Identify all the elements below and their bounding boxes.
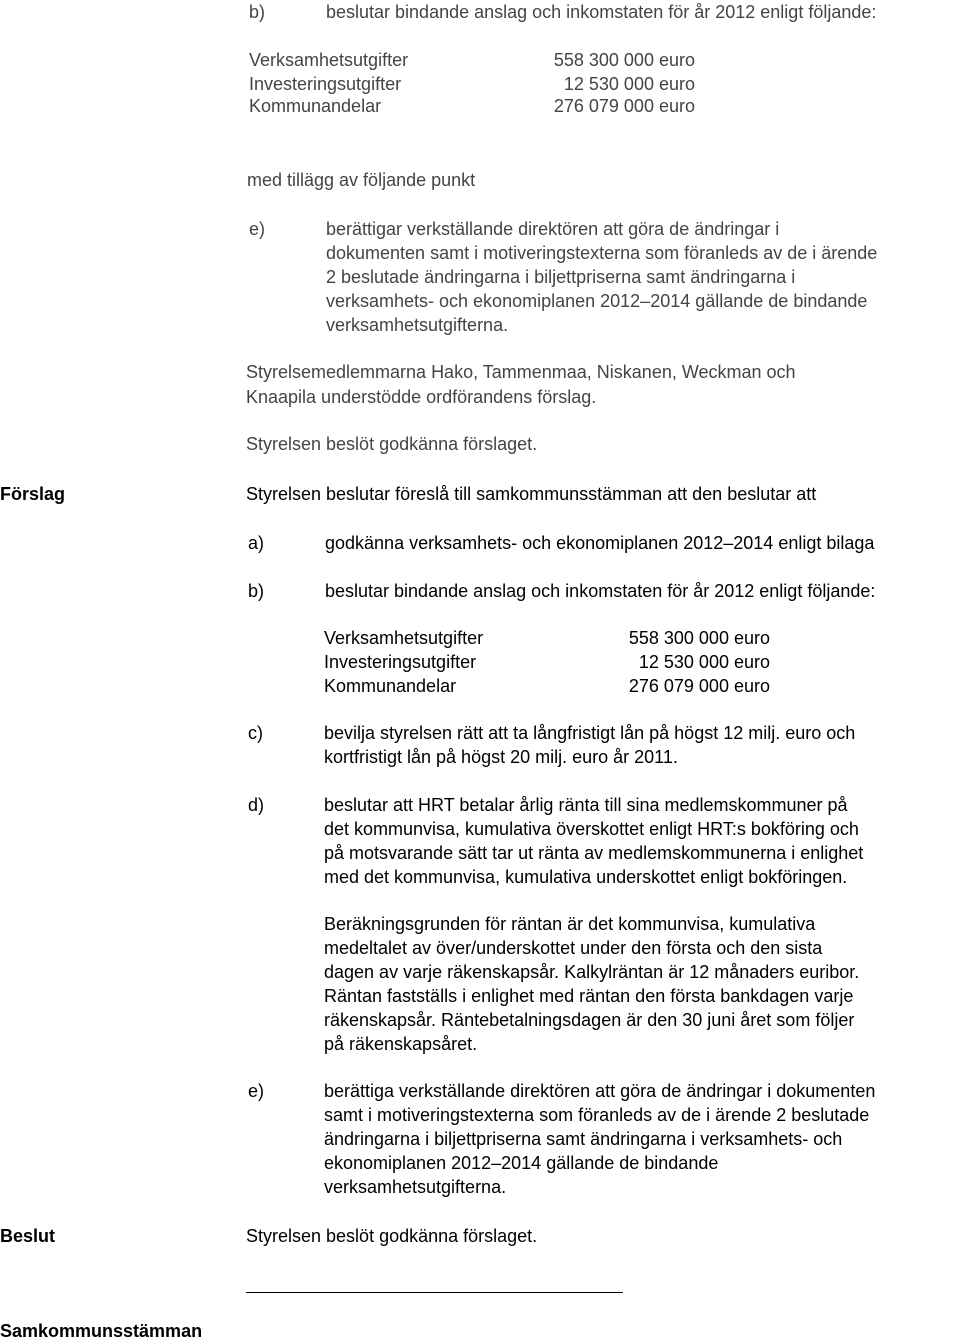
budget-label: Investeringsutgifter: [324, 652, 477, 672]
item-letter-b: b): [249, 2, 266, 22]
item-text-b: beslutar bindande anslag och inkomstaten för år 2012 enligt följande:: [326, 2, 877, 22]
budget-amount: 276 079 000 euro: [553, 96, 695, 116]
text-line: Räntan fastställs i enlighet med räntan den första bankdagen varje: [324, 986, 854, 1006]
text-line: det kommunvisa, kumulativa överskottet enligt HRT:s bokföring och: [324, 819, 859, 839]
text-line: verksamhets- och ekonomiplanen 2012–2014 gällande de bindande: [326, 291, 868, 311]
proposal-intro: Styrelsen beslutar föreslå till samkommunsstämman att den beslutar att: [246, 484, 817, 504]
text-line: på motsvarande sätt tar ut ränta av medlemskommunerna i enlighet: [324, 843, 864, 863]
text-line: berättigar verkställande direktören att göra de ändringar i: [326, 219, 780, 239]
item-text-a: godkänna verksamhets- och ekonomiplanen 2012–2014 enligt bilaga: [325, 533, 875, 553]
item-letter-a: a): [248, 533, 265, 553]
budget-label: Verksamhetsutgifter: [324, 628, 484, 648]
text-line: på räkenskapsåret.: [324, 1034, 478, 1054]
section-heading-proposal: Förslag: [0, 484, 66, 504]
budget-amount: 276 079 000 euro: [628, 676, 770, 696]
text-line: dokumenten samt i motiveringstexterna som föranleds av de i ärende: [326, 243, 878, 263]
item-letter-c: c): [248, 723, 263, 743]
text-line: medeltalet av över/underskottet under den första och den sista: [324, 938, 823, 958]
text-line: verksamhetsutgifterna.: [324, 1177, 507, 1197]
text-line: Styrelsemedlemmarna Hako, Tammenmaa, Niskanen, Weckman och: [246, 362, 796, 382]
budget-amount: 12 530 000 euro: [563, 74, 695, 94]
budget-amount: 558 300 000 euro: [553, 50, 695, 70]
item-letter-b: b): [248, 581, 265, 601]
text-line: samt i motiveringstexterna som föranleds av de i ärende 2 beslutade: [324, 1105, 870, 1125]
budget-label: Kommunandelar: [249, 96, 382, 116]
text-line: med det kommunvisa, kumulativa underskottet enligt bokföringen.: [324, 867, 848, 887]
text-line: bevilja styrelsen rätt att ta långfristigt lån på högst 12 milj. euro och: [324, 723, 856, 743]
board-decision-text: Styrelsen beslöt godkänna förslaget.: [246, 434, 538, 454]
text-line: ekonomiplanen 2012–2014 gällande de bindande: [324, 1153, 719, 1173]
text-line: verksamhetsutgifterna.: [326, 315, 509, 335]
section-heading-assembly: Samkommunsstämman: [0, 1321, 203, 1341]
text-line: ändringarna i biljettpriserna samt ändringarna i verksamhets- och: [324, 1129, 843, 1149]
budget-label: Investeringsutgifter: [249, 74, 402, 94]
addition-intro: med tillägg av följande punkt: [247, 170, 476, 190]
section-heading-decision: Beslut: [0, 1226, 56, 1246]
budget-label: Verksamhetsutgifter: [249, 50, 409, 70]
text-line: berättiga verkställande direktören att göra de ändringar i dokumenten: [324, 1081, 876, 1101]
item-text-b: beslutar bindande anslag och inkomstaten för år 2012 enligt följande:: [325, 581, 876, 601]
text-line: beslutar att HRT betalar årlig ränta till sina medlemskommuner på: [324, 795, 848, 815]
decision-text: Styrelsen beslöt godkänna förslaget.: [246, 1226, 538, 1246]
text-line: räkenskapsår. Räntebetalningsdagen är den 30 juni året som följer: [324, 1010, 855, 1030]
text-line: Beräkningsgrunden för räntan är det kommunvisa, kumulativa: [324, 914, 816, 934]
item-letter-e: e): [249, 219, 266, 239]
text-line: Knaapila understödde ordförandens förslag.: [246, 387, 597, 407]
signature-line: [246, 1292, 623, 1293]
item-letter-e: e): [248, 1081, 265, 1101]
budget-amount: 558 300 000 euro: [628, 628, 770, 648]
text-line: kortfristigt lån på högst 20 milj. euro år 2011.: [324, 747, 678, 767]
budget-label: Kommunandelar: [324, 676, 457, 696]
budget-amount: 12 530 000 euro: [638, 652, 770, 672]
text-line: dagen av varje räkenskapsår. Kalkylräntan är 12 månaders euribor.: [324, 962, 860, 982]
text-line: 2 beslutade ändringarna i biljettpriserna samt ändringarna i: [326, 267, 796, 287]
item-letter-d: d): [248, 795, 265, 815]
